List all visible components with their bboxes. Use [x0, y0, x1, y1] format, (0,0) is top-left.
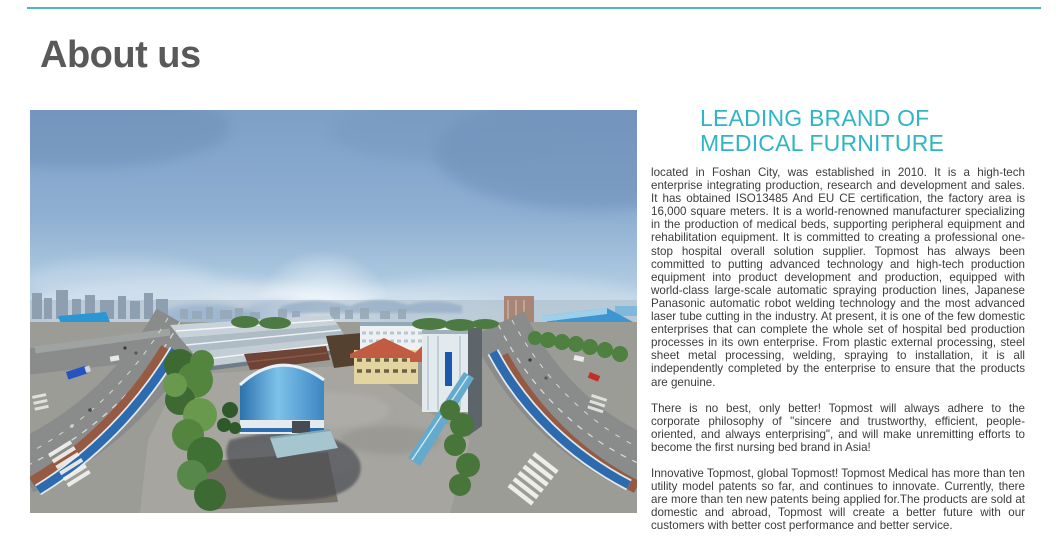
top-divider: [27, 7, 1041, 9]
page-title: About us: [40, 34, 201, 76]
factory-panorama-illustration: [30, 110, 637, 513]
about-paragraph-2: There is no best, only better! Topmost will always adhere to the corporate philosophy of "sincere and trustworthy, efficient, people-oriented, and always enterprising", and will make unremitting efforts to become the first nursing bed brand in Asia!: [651, 401, 1025, 454]
about-text-column: [651, 106, 1025, 545]
about-paragraph-1: located in Foshan City, was established in 2010. It is a high-tech enterprise integrating production, research and development and sales. It has obtained ISO13485 And EU CE certification, the factory area is 16,000 square meters. It is a world-renowned manufacturer specializing in the production of medical beds, supporting peripheral equipment and rehabilitation equipment. It is committed to creating a professional one-stop hospital overall solution supplier. Topmost has always been committed to putting advanced technology and high-tech production equipment into product development and production, equipped with world-class large-scale automatic spraying production lines, Japanese Panasonic automatic robot welding technology and the most advanced laser tube cutting in the industry. At present, it is one of the few domestic enterprises that can complete the whole set of hospital bed production processes in its own enterprise. From plastic external processing, steel sheet metal processing, welding, spraying to installation, it is all independently completed by the enterprise to ensure that the products are genuine.: [651, 166, 1025, 389]
section-heading-line1: LEADING BRAND OF: [700, 105, 930, 131]
factory-panorama-image: [30, 110, 637, 513]
about-paragraph-3: Innovative Topmost, global Topmost! Topmost Medical has more than ten utility model patents so far, and continues to innovate. Currently, there are more than ten new patents being applied for.The products are sold at domestic and abroad, Topmost will create a better future with our customers with better cost performance and better service.: [651, 466, 1025, 533]
section-heading-line2: MEDICAL FURNITURE: [700, 130, 945, 156]
section-heading: [700, 106, 1025, 156]
